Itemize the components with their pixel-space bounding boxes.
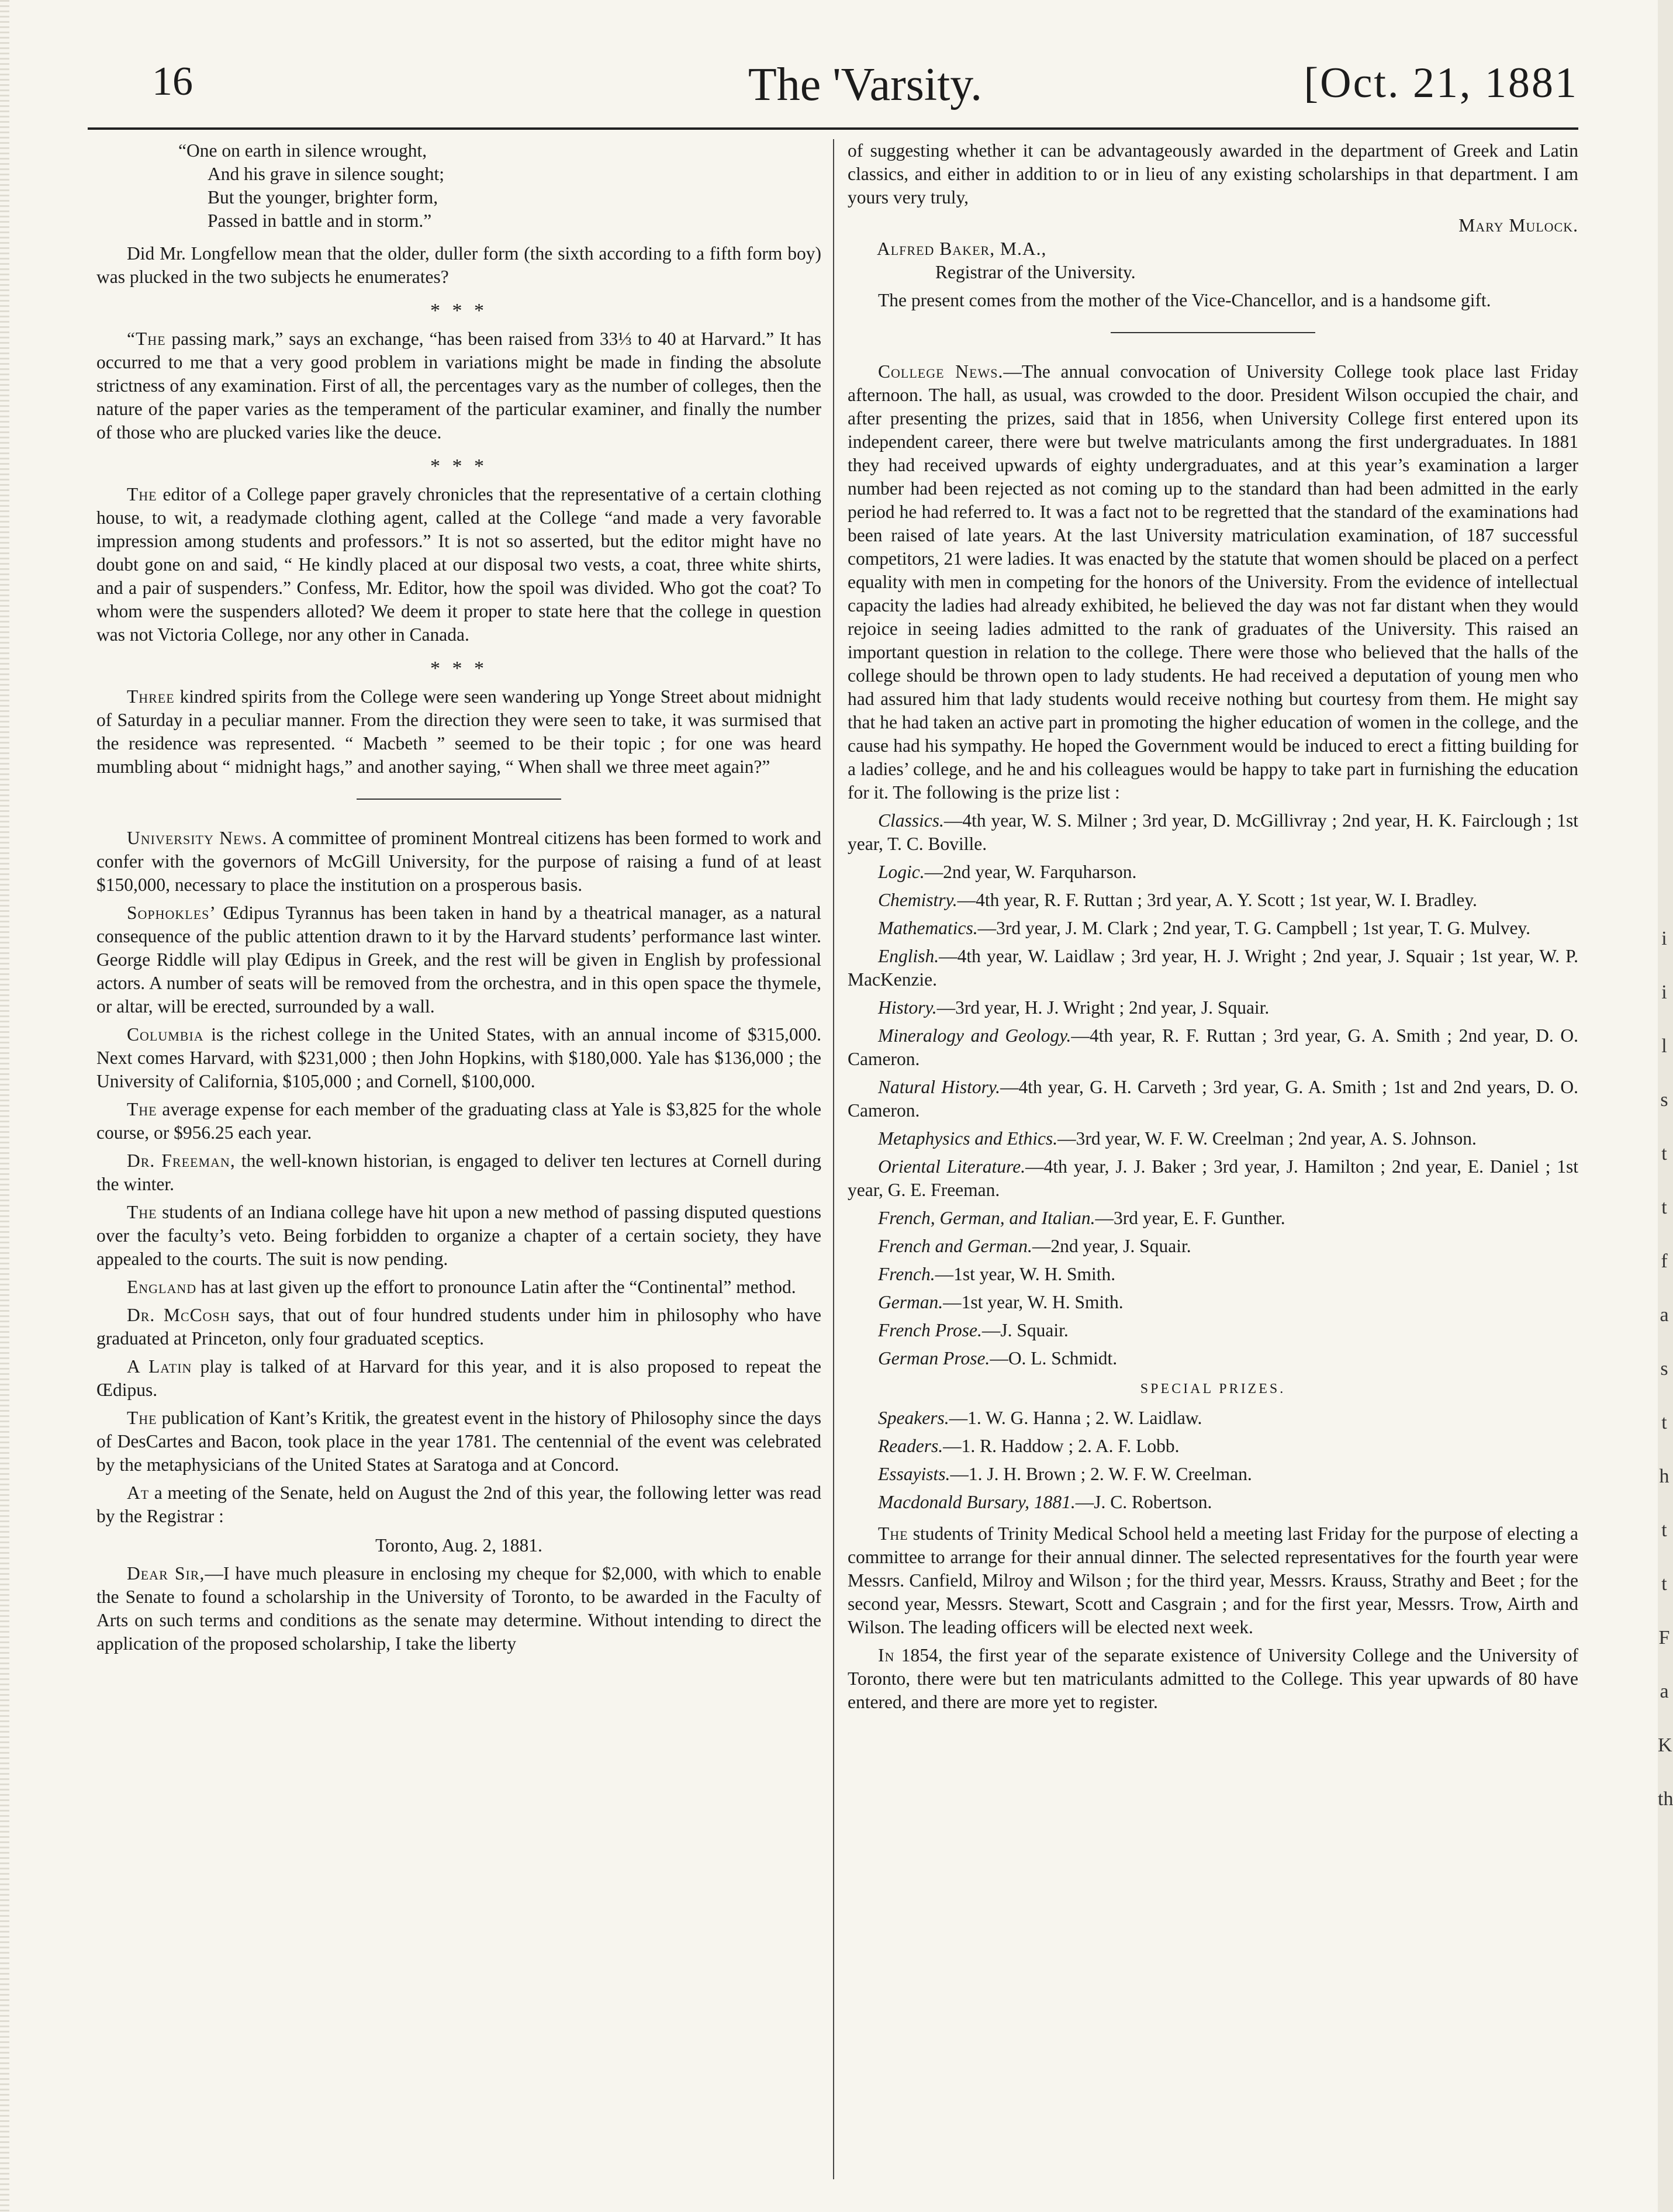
section-heading: University News. [127,828,268,848]
paragraph-lead: In [878,1645,895,1665]
paragraph-lead: At [127,1482,150,1503]
paragraph-lead: Sophokles’ [127,903,216,923]
poem-line: And his grave in silence sought; [208,164,445,184]
freeman-paragraph: Dr. Freeman, the well-known historian, is engaged to deliver ten lectures at Cornell during the winter. [96,1150,821,1194]
poem-line: But the younger, brighter form, [208,187,438,208]
prize-entry: Chemistry.—4th year, R. F. Ruttan ; 3rd year, A. Y. Scott ; 1st year, W. I. Bradley. [878,890,1477,910]
special-prize-list [848,1406,1578,1514]
prize-list [848,809,1578,1370]
paragraph-lead: The [127,484,157,504]
section-heading: College News. [878,361,1004,382]
prize-entry: History.—3rd year, H. J. Wright ; 2nd year, J. Squair. [878,997,1270,1018]
three-spirits-paragraph: Three kindred spirits from the College were seen wandering up Yonge Street about midnight of Saturday in a peculiar manner. From the direction they were seen to take, it was surmised that the residence was represented. “ Macbeth ” seemed to be their topic ; for one was heard mumbling about “ midnight hags,” and another saying, “ When shall we three meet again?” [96,686,821,777]
prize-entry: Mathematics.—3rd year, J. M. Clark ; 2nd year, T. G. Campbell ; 1st year, T. G. Mulvey. [878,918,1531,938]
page-number: 16 [152,59,193,104]
poem-line: Passed in battle and in storm.” [208,210,432,231]
mccosh-paragraph: Dr. McCosh says, that out of four hundred students under him in philosophy who have graduated at Princeton, only four graduated sceptics. [96,1305,821,1349]
column-divider [833,139,834,2179]
indiana-paragraph: The students of an Indiana college have hit upon a new method of passing disputed questions over the faculty’s veto. Being forbidden to organize a chapter of a certain society, they have appealed to the courts. The suit is now pending. [96,1202,821,1269]
paragraph-lead: England [127,1277,197,1297]
latin-play-paragraph: A Latin play is talked of at Harvard for this year, and it is also proposed to repeat the Œdipus. [96,1356,821,1400]
addressee-role: Registrar of the University. [935,262,1136,282]
prize-entry: Natural History.—4th year, G. H. Carveth ; 3rd year, G. A. Smith ; 1st and 2nd years, D. O. Cameron. [848,1077,1578,1121]
paragraph-lead: The [878,1523,908,1544]
letter-signature: Mary Mulock. [1458,215,1578,236]
paragraph-lead: Three [127,686,175,707]
asterism-divider: * * * [430,300,488,322]
asterism-divider: * * * [430,455,488,477]
special-prize-entry: Macdonald Bursary, 1881.—J. C. Robertson. [878,1492,1212,1512]
special-prizes-heading: SPECIAL PRIZES. [1140,1381,1286,1397]
special-prize-entry: Speakers.—1. W. G. Hanna ; 2. W. Laidlaw. [878,1408,1202,1428]
section-rule [357,799,561,800]
kant-paragraph: The publication of Kant’s Kritik, the greatest event in the history of Philosophy since the days of DesCartes and Bacon, took place in the year 1781. The centennial of the event was celebrated by the metaphysicians of the United States at Saratoga and at Concord. [96,1408,821,1475]
right-page-edge [1658,0,1673,2212]
longfellow-paragraph: Did Mr. Longfellow mean that the older, duller form (the sixth according to a fifth form boy) was plucked in the two subjects he enumerates? [96,243,821,287]
university-news-paragraph: University News. A committee of prominent Montreal citizens has been formed to work and confer with the governors of McGill University, for the purpose of raising a fund of at least $150,000, necessary to place the institution on a prosperous basis. [96,828,821,895]
addressee-name: Alfred Baker, M.A., [877,239,1047,259]
left-page-edge [0,0,9,2212]
paragraph-lead: Columbia [127,1024,204,1045]
yale-expense-paragraph: The average expense for each member of the graduating class at Yale is $3,825 for the whole course, or $956.25 each year. [96,1099,821,1143]
prize-entry: Mineralogy and Geology.—4th year, R. F. Ruttan ; 3rd year, G. A. Smith ; 2nd year, D. O. Cameron. [848,1025,1578,1069]
prize-entry: French, German, and Italian.—3rd year, E. F. Gunther. [878,1208,1285,1228]
columbia-paragraph: Columbia is the richest college in the United States, with an annual income of $315,000. Next comes Harvard, with $231,000 ; then John Hopkins, with $180,000. Yale has $136,000 ; the University of California, $105,000 ; and Cornell, $100,000. [96,1024,821,1091]
page-header [152,47,1578,123]
right-column [848,139,1578,1719]
poem-line: “One on earth in silence wrought, [178,140,427,161]
letter-salutation: Dear Sir, [127,1563,205,1584]
asterism-divider: * * * [430,658,488,679]
issue-date: [Oct. 21, 1881 [1304,59,1578,107]
present-paragraph: The present comes from the mother of the Vice-Chancellor, and is a handsome gift. [878,290,1491,310]
prize-entry: German Prose.—O. L. Schmidt. [878,1348,1118,1368]
paragraph-lead: The [127,1099,157,1119]
left-column [96,139,821,1660]
paragraph-lead: “The [127,329,166,349]
letter-dateline: Toronto, Aug. 2, 1881. [375,1535,542,1556]
paragraph-lead: The [127,1408,157,1428]
clothing-agent-paragraph: The editor of a College paper gravely chronicles that the representative of a certain clothing house, to wit, a readymade clothing agent, called at the College “and made a very favorable impression among students and professors.” It is not so asserted, but the editor might have no doubt gone on and said, “ He kindly placed at our disposal two vests, a coat, three white shirts, and a pair of suspenders.” Confess, Mr. Editor, how the spoil was divided. Who got the coat? To whom were the suspenders alloted? We deem it proper to state here that the college in question was not Victoria College, nor any other in Canada. [96,484,821,645]
prize-entry: French.—1st year, W. H. Smith. [878,1264,1116,1284]
prize-entry: Logic.—2nd year, W. Farquharson. [878,862,1137,882]
prize-entry: Classics.—4th year, W. S. Milner ; 3rd year, D. McGillivray ; 2nd year, H. K. Fairclough ; 1st year, T. C. Boville. [848,810,1578,854]
trinity-medical-paragraph: The students of Trinity Medical School held a meeting last Friday for the purpose of electing a committee to arrange for their annual dinner. The selected representatives for the fourth year were Messrs. Canfield, Milroy and Wilson ; for the third year, Messrs. Krauss, Strathy and Beet ; for the second year, Messrs. Stewart, Scott and Casgrain ; and for the first year, Messrs. Trow, Airth and Wilson. The leading officers will be elected next week. [848,1523,1578,1637]
prize-entry: French and German.—2nd year, J. Squair. [878,1236,1191,1256]
poem-quote [178,139,821,233]
england-paragraph: England has at last given up the effort to pronounce Latin after the “Continental” method. [127,1277,796,1297]
prize-entry: English.—4th year, W. Laidlaw ; 3rd year, H. J. Wright ; 2nd year, J. Squair ; 1st year, W. P. MacKenzie. [848,946,1578,990]
header-rule [88,127,1578,130]
paragraph-lead: The [127,1202,157,1222]
letter-continuation: of suggesting whether it can be advantageously awarded in the department of Greek and Latin classics, and either in addition to or in lieu of any existing scholarships in that department. I am yours very truly, [848,140,1578,208]
adjacent-page-fragment: i i l s t t f a s t h t t F a K th [1658,928,1673,1810]
passing-mark-paragraph: “The passing mark,” says an exchange, “has been raised from 33⅓ to 40 at Harvard.” It has occurred to me that a very good problem in variations might be made in finding the absolute strictness of any examination. First of all, the percentages vary as the number of colleges, then the nature of the paper varies as the temperament of the particular examiner, and finally the number of those who are plucked varies like the deuce. [96,329,821,443]
college-news-paragraph: College News.—The annual convocation of University College took place last Friday afternoon. The hall, as usual, was crowded to the door. President Wilson occupied the chair, and after presenting the prizes, said that in 1856, when University College first entered upon its independent career, there were but twelve matriculants among the first undergraduates. In 1881 they had received upwards of eighty undergraduates, and at this year’s examination a larger number had been rejected as not coming up to the standard than had been admitted in the early period he had referred to. It was a fact not to be regretted that the standard of the examinations had been raised of late years. At the last University matriculation examination, of 187 successful competitors, 21 were ladies. It was enacted by the statute that women should be placed on a perfect equality with men in competing for the honors of the University. From the evidence of intellectual capacity the ladies had already exhibited, he believed the day was not far distant when they would rejoice in seeing ladies admitted to the rank of graduates of the University. This raised an important question in relation to the college. There were those who believed that the halls of the college should be thrown open to lady students. He had received a deputation of young men who had assured him that lady students would receive nothing but courtesy from them. He might say that he had taken an active part in promoting the higher education of women in the college, and the cause had his sympathy. He hoped the Government would be induced to erect a fitting building for a ladies’ college, and he and his colleagues would be happy to take part in furnishing the education for it. The following is the prize list : [848,361,1578,803]
oedipus-paragraph: Sophokles’ Œdipus Tyrannus has been taken in hand by a theatrical manager, as a natural consequence of the public attention drawn to it by the Harvard students’ performance last winter. George Riddle will play Œdipus in Greek, and the rest will be given in English by professional actors. A number of seats will be removed from the orchestra, and in this open space the thymele, or altar, will be erected, surrounded by a wall. [96,903,821,1017]
masthead-title: The 'Varsity. [748,59,983,110]
paragraph-lead: Dr. McCosh [127,1305,230,1325]
paragraph-lead: A Latin [127,1356,192,1377]
senate-paragraph: At a meeting of the Senate, held on August the 2nd of this year, the following letter was read by the Registrar : [96,1482,821,1526]
letter-body: Dear Sir,—I have much pleasure in enclosing my cheque for $2,000, with which to enable the Senate to found a scholarship in the University of Toronto, to be awarded in the Faculty of Arts on such terms and conditions as the senate may determine. Without intending to direct the application of the proposed scholarship, I take the liberty [96,1563,821,1654]
section-rule [1111,332,1315,333]
special-prize-entry: Essayists.—1. J. H. Brown ; 2. W. F. W. Creelman. [878,1464,1252,1484]
paragraph-lead: Dr. Freeman, [127,1150,236,1171]
prize-entry: Metaphysics and Ethics.—3rd year, W. F. W. Creelman ; 2nd year, A. S. Johnson. [878,1128,1477,1149]
matriculants-paragraph: In 1854, the first year of the separate existence of University College and the University of Toronto, there were but ten matriculants admitted to the College. This year upwards of 80 have entered, and there are more yet to register. [848,1645,1578,1712]
special-prize-entry: Readers.—1. R. Haddow ; 2. A. F. Lobb. [878,1436,1180,1456]
prize-entry: German.—1st year, W. H. Smith. [878,1292,1124,1312]
prize-entry: French Prose.—J. Squair. [878,1320,1069,1340]
prize-entry: Oriental Literature.—4th year, J. J. Baker ; 3rd year, J. Hamilton ; 2nd year, E. Daniel ; 1st year, G. E. Freeman. [848,1156,1579,1200]
